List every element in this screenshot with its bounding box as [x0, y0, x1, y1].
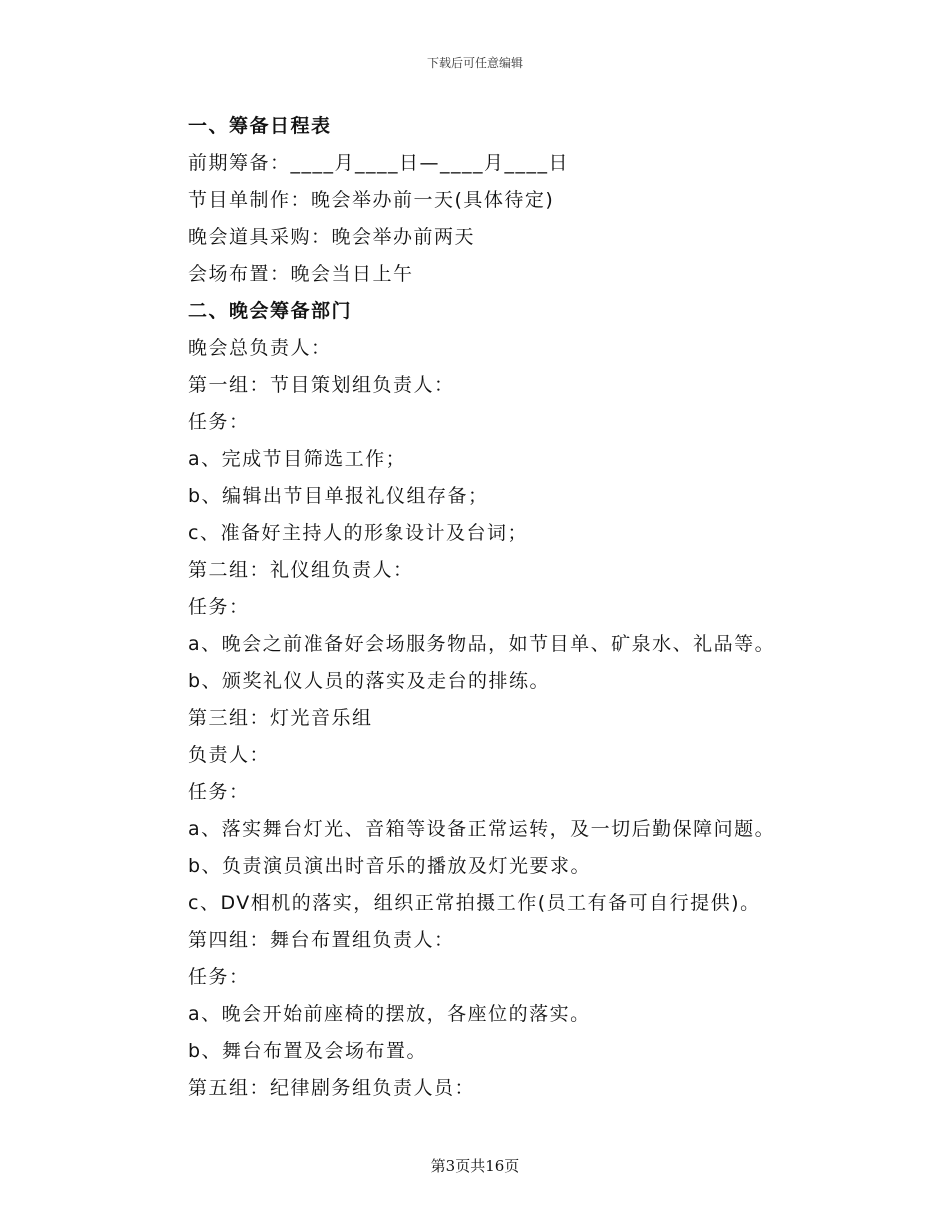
page-content: [188, 108, 888, 1107]
department-line: 晚会总负责人：: [188, 337, 332, 359]
department-line: 任务：: [188, 966, 250, 988]
department-line: 任务：: [188, 411, 250, 433]
department-line: b、编辑出节目单报礼仪组存备；: [188, 485, 489, 507]
department-line: 第五组：纪律剧务组负责人员：: [188, 1077, 476, 1099]
department-line: 负责人：: [188, 744, 271, 766]
department-line: b、舞台布置及会场布置。: [188, 1040, 428, 1062]
department-line: c、DV相机的落实，组织正常拍摄工作(员工有备可自行提供)。: [188, 892, 761, 914]
department-line: a、落实舞台灯光、音箱等设备正常运转，及一切后勤保障问题。: [188, 818, 776, 840]
department-line: 任务：: [188, 596, 250, 618]
department-line: 第二组：礼仪组负责人：: [188, 559, 414, 581]
department-line: 第三组：灯光音乐组: [188, 707, 373, 729]
schedule-line: 前期筹备：____月____日—____月____日: [188, 152, 570, 174]
department-line: 第四组：舞台布置组负责人：: [188, 929, 455, 951]
department-line: 第一组：节目策划组负责人：: [188, 374, 455, 396]
page-header: 下载后可任意编辑: [426, 56, 523, 70]
schedule-line: 节目单制作：晚会举办前一天(具体待定): [188, 189, 555, 211]
schedule-line: 晚会道具采购：晚会举办前两天: [188, 226, 476, 248]
department-line: b、颁奖礼仪人员的落实及走台的排练。: [188, 670, 551, 692]
schedule-line: 会场布置：晚会当日上午: [188, 263, 414, 285]
section-title-departments: 二、晚会筹备部门: [188, 300, 353, 322]
department-line: b、负责演员演出时音乐的播放及灯光要求。: [188, 855, 592, 877]
department-line: a、晚会开始前座椅的摆放，各座位的落实。: [188, 1003, 591, 1025]
department-line: 任务：: [188, 781, 250, 803]
department-line: c、准备好主持人的形象设计及台词；: [188, 522, 528, 544]
department-line: a、完成节目筛选工作；: [188, 448, 407, 470]
department-line: a、晚会之前准备好会场服务物品，如节目单、矿泉水、礼品等。: [188, 633, 776, 655]
page-footer: 第3页共16页: [430, 1157, 520, 1175]
section-title-schedule: 一、筹备日程表: [188, 115, 332, 137]
